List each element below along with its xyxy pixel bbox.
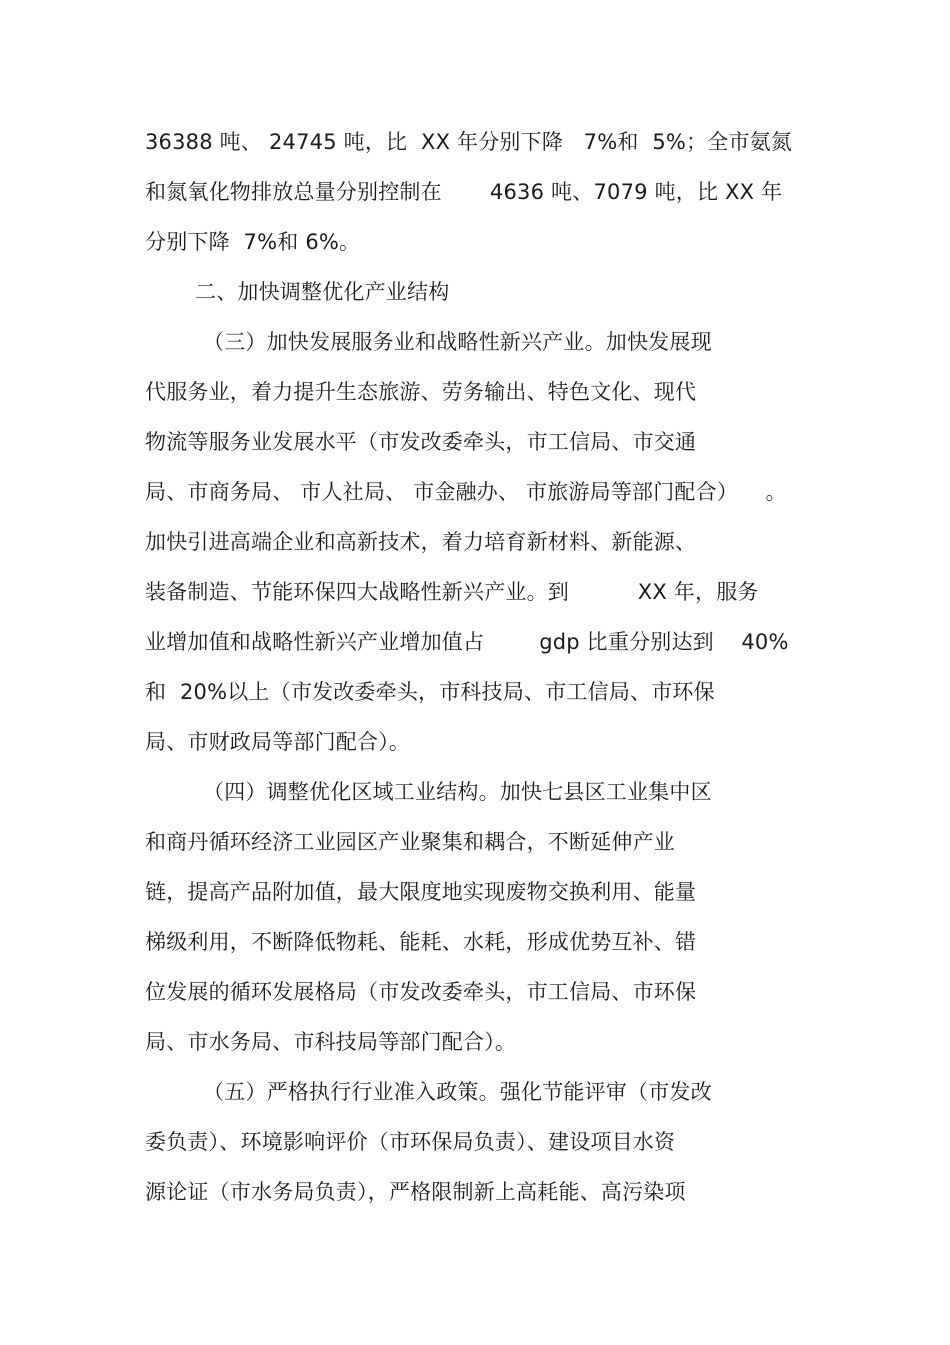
text-line: 装备制造、节能环保四大战略性新兴产业。到 XX 年，服务: [145, 580, 759, 604]
text-line: 加快引进高端企业和高新技术，着力培育新材料、新能源、: [145, 530, 697, 554]
text-line: 代服务业，着力提升生态旅游、劳务输出、特色文化、现代: [145, 380, 697, 404]
text-line: 物流等服务业发展水平（市发改委牵头，市工信局、市交通: [145, 430, 697, 454]
text-line: 和商丹循环经济工业园区产业聚集和耦合，不断延伸产业: [145, 830, 675, 854]
text-line: 位发展的循环发展格局（市发改委牵头，市工信局、市环保: [145, 980, 697, 1004]
paragraph-start: （三）加快发展服务业和战略性新兴产业。加快发展现: [203, 330, 712, 354]
section-heading: 二、加快调整优化产业结构: [195, 280, 450, 304]
text-line: 和 20%以上（市发改委牵头，市科技局、市工信局、市环保: [145, 680, 715, 704]
text-line: 源论证（市水务局负责），严格限制新上高耗能、高污染项: [145, 1180, 686, 1204]
text-line: 和氮氧化物排放总量分别控制在 4636 吨、7079 吨，比 XX 年: [145, 180, 783, 204]
text-line: 局、市财政局等部门配合）。: [145, 730, 411, 754]
text-line: 委负责）、环境影响评价（市环保局负责）、建设项目水资: [145, 1130, 676, 1154]
text-line: 分别下降 7%和 6%。: [145, 230, 361, 254]
paragraph-start: （五）严格执行行业准入政策。强化节能评审（市发改: [203, 1080, 712, 1104]
text-line: 局、市水务局、市科技局等部门配合）。: [145, 1030, 517, 1054]
text-line: 36388 吨、 24745 吨，比 XX 年分别下降 7%和 5%；全市氨氮: [145, 130, 793, 154]
text-line: 链，提高产品附加值，最大限度地实现废物交换利用、能量: [145, 880, 697, 904]
paragraph-start: （四）调整优化区域工业结构。加快七县区工业集中区: [203, 780, 712, 804]
text-line: 业增加值和战略性新兴产业增加值占 gdp 比重分别达到 40%: [145, 630, 789, 654]
text-line: 梯级利用，不断降低物耗、能耗、水耗，形成优势互补、错: [145, 930, 697, 954]
text-line: 局、市商务局、 市人社局、 市金融办、 市旅游局等部门配合） 。: [145, 480, 787, 504]
